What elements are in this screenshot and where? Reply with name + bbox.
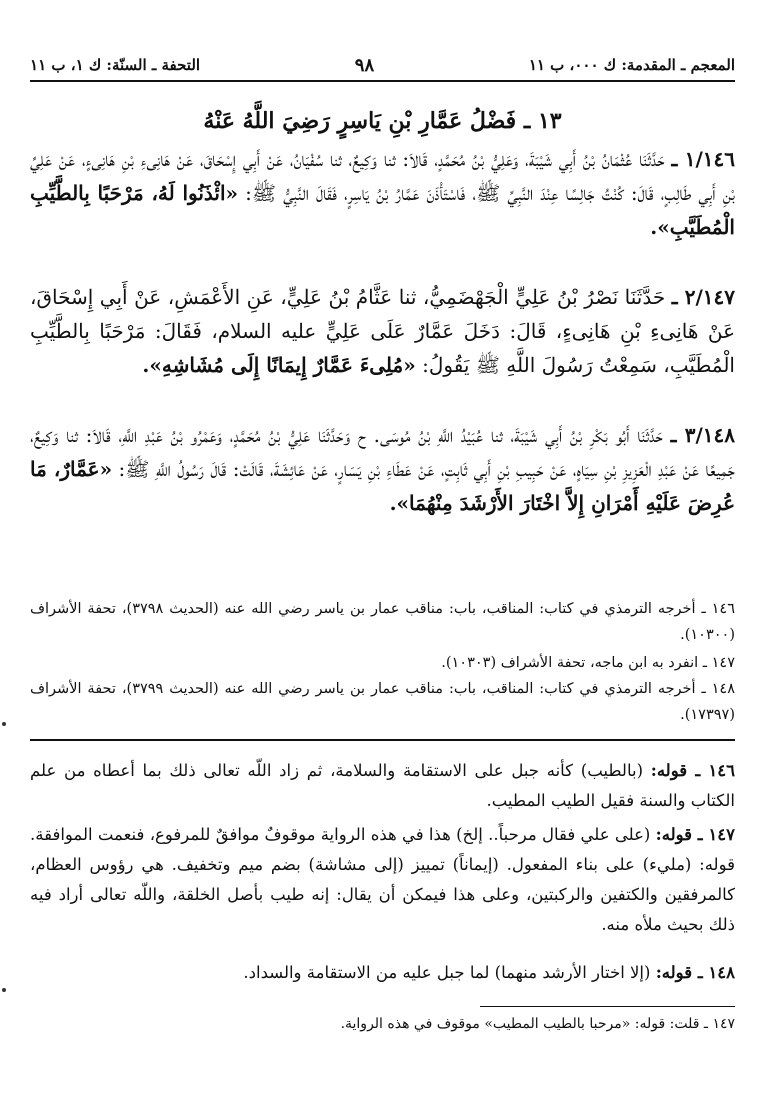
header-right: المعجم ـ المقدمة: ك ٠٠٠، ب ١١ xyxy=(528,56,735,74)
header-left: التحفة ـ السنّة: ك ١، ب ١١ xyxy=(30,56,201,74)
hadith-number: ٣/١٤٨ ـ xyxy=(670,423,736,447)
chapter-title: ١٣ ـ فَضْلُ عَمَّارِ بْنِ يَاسِرٍ رَضِيَ اللَّهُ عَنْهُ xyxy=(203,108,562,134)
hadith-text: حَدَّثَنَا عُثْمَانُ بْنُ أَبِي شَيْبَةَ، وَعَلِيُّ بْنُ مُحَمَّدٍ، قَالاَ: ثنا وَكِيعٌ، ثنا سُفْيَانُ، عَنْ أَبِي إِسْحَاقَ، عَنْ هَانِىءِ بْنِ هَانِىءٍ، عَنْ عَلِيِّ بْنِ أَبِي طَالِبٍ، قَالَ: كُنْتُ جَالِسًا عِنْدَ النَّبِيِّ ﷺ، فَاسْتَأْذَنَ عَمَّارُ بْنُ يَاسِرٍ، فَقَالَ النَّبِيُّ ﷺ: xyxy=(30,147,736,205)
commentary-lead: ١٤٨ ـ قوله: xyxy=(655,963,735,982)
editor-note: ١٤٧ ـ قلت: قوله: «مرحبا بالطيب المطيب» موقوف في هذه الرواية. xyxy=(340,1016,735,1032)
hadith-147 xyxy=(30,280,735,382)
hadith-matn: «مُلِىءَ عَمَّارٌ إِيمَانًا إِلَى مُشَاشِهِ». xyxy=(142,353,416,377)
hadith-text: حَدَّثَنَا أَبُو بَكْرِ بْنُ أَبِي شَيْبَةَ، ثنا عُبَيْدُ اللَّهِ بْنُ مُوسَى. ح وَحَدَّثَنَا عَلِيُّ بْنُ مُحَمَّدٍ، وَعَمْرُو بْنُ عَبْدِ اللَّهِ، قَالاَ: ثنا وَكِيعٌ، جَمِيعًا عَنْ عَبْدِ الْعَزِيزِ بْنِ سِيَاهٍ، عَنْ حَبِيبِ بْنِ أَبِي ثَابِتٍ، عَنْ عَطَاءِ بْنِ يَسَارٍ، عَنْ عَائِشَةَ، قَالَتْ: قَالَ رَسُولُ اللَّهِ ﷺ: xyxy=(30,423,736,481)
hadith-matn: «ائْذَنُوا لَهُ، مَرْحَبًا بِالطَّيِّبِ الْمُطَيَّبِ». xyxy=(30,181,735,239)
footnote-146: ١٤٦ ـ أخرجه الترمذي في كتاب: المناقب، باب: مناقب عمار بن ياسر رضي الله عنه (الحديث ٣٧٩٨)، تحفة الأشراف (١٠٣٠٠). xyxy=(30,601,735,643)
hadith-number: ٢/١٤٧ ـ xyxy=(671,285,735,309)
commentary-lead: ١٤٧ ـ قوله: xyxy=(655,825,736,844)
running-header xyxy=(30,52,735,78)
hadith-148 xyxy=(30,418,735,520)
footnote-147: ١٤٧ ـ انفرد به ابن ماجه، تحفة الأشراف (١٠٣٠٣). xyxy=(441,655,735,671)
book-page xyxy=(30,0,735,1102)
hadith-number: ١/١٤٦ ـ xyxy=(671,147,736,171)
commentary-146 xyxy=(30,756,735,816)
hadith-146 xyxy=(30,142,735,244)
commentary-148 xyxy=(30,958,735,988)
footnote-148: ١٤٨ ـ أخرجه الترمذي في كتاب: المناقب، باب: مناقب عمار بن ياسر رضي الله عنه (الحديث ٣٧٩٩)، تحفة الأشراف (١٧٣٩٧). xyxy=(30,681,735,723)
commentary-147 xyxy=(30,820,735,940)
commentary-text: (بالطيب) كأنه جبل على الاستقامة والسلامة، ثم زاد اللّه تعالى ذلك بما أعطاه من علم الكتاب والسنة فقيل الطيب المطيب. xyxy=(30,761,735,810)
commentary-rule xyxy=(30,739,735,741)
scan-mark xyxy=(2,722,6,726)
commentary-text: (إلا اختار الأرشد منهما) لما جبل عليه من الاستقامة والسداد. xyxy=(243,963,651,982)
scan-mark xyxy=(2,988,6,992)
commentary-lead: ١٤٦ ـ قوله: xyxy=(650,761,736,780)
note-rule xyxy=(480,1006,735,1007)
header-rule xyxy=(30,80,735,82)
commentary-text: (على علي فقال مرحباً.. إلخ) هذا في هذه الرواية موقوفٌ موافقٌ للمرفوع، فنعمت الموافقة. قوله: (مليء) على بناء المفعول. (إيماناً) تمييز (إلى مشاشة) بضم ميم وتخفيف. هي رؤوس العظام، كالمرفقين والكتفين والركبتين، وعلى هذا فيمكن أن يقال: إنه طيب بأصل الخلقة، واللّه تعالى أراد فيه ذلك بحيث ملأه منه. xyxy=(30,825,735,934)
hadith-text: حَدَّثَنَا نَصْرُ بْنُ عَلِيٍّ الْجَهْضَمِيُّ، ثنا عَثَّامُ بْنُ عَلِيٍّ، عَنِ الأَعْمَشِ، عَنْ أَبِي إِسْحَاقَ، عَنْ هَانِىءِ بْنِ هَانِىءٍ، قَالَ: دَخَلَ عَمَّارٌ عَلَى عَلِيٍّ عليه السلام، فَقَالَ: مَرْحَبًا بِالطَّيِّبِ الْمُطَيَّبِ، سَمِعْتُ رَسُولَ اللَّهِ ﷺ يَقُولُ: xyxy=(30,285,735,377)
page-number: ٩٨ xyxy=(354,54,375,76)
hadith-matn: «عَمَّارٌ، مَا عُرِضَ عَلَيْهِ أَمْرَانِ إِلاَّ اخْتَارَ الأَرْشَدَ مِنْهُمَا». xyxy=(30,457,735,515)
